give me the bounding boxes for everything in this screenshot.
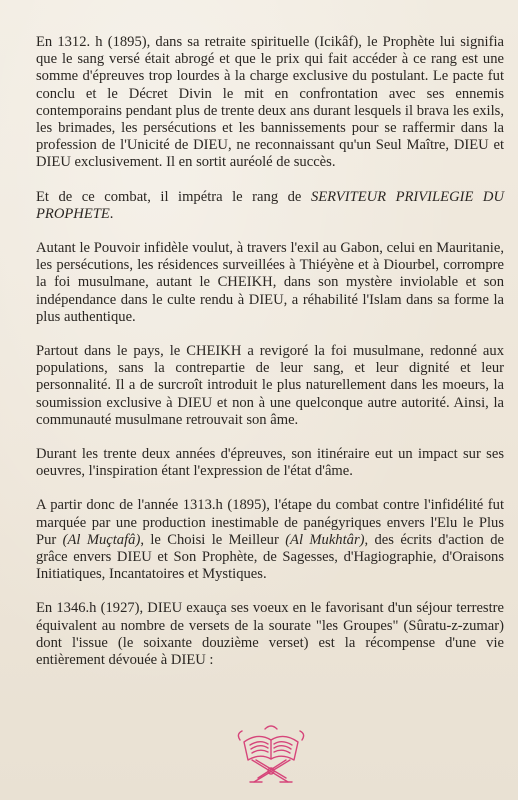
paragraph bbox=[36, 343, 504, 429]
paragraph-emphasis: (Al Muçtafâ) bbox=[62, 531, 141, 548]
paragraph-text: En 1312. h (1895), dans sa retraite spirituelle (Icikâf), le Prophète lui signifia que le sang versé était abrogé et que le prix qui fait accéder à ce rang est une somme d'épreuves trop lourdes à la charge exclusive du postulant. Le pacte fut conclu et le Décret Divin le mit en confrontation avec ses ennemis contemporains pendant plus de trente deux ans durant lesquels il brava les exils, les brimades, les persécutions et les bannissements pour se raffermir dans la profession de l'Unicité de DIEU, ne reconnaissant qu'un Seul Maître, DIEU et DIEU exclusivement. Il en sortit auréolé de succès. bbox=[36, 34, 504, 171]
paragraph-text: Partout dans le pays, le CHEIKH a revigoré la foi musulmane, redonné aux populations, sans la contrepartie de leur sang, et leur dignité et leur personnalité. Il a de surcroît introduit le plus naturellement dans les moeurs, la soumission exclusive à DIEU et non à une quelconque autre autorité. Ainsi, la communauté musulmane retrouvait son âme. bbox=[36, 343, 504, 428]
paragraph bbox=[36, 240, 504, 326]
paragraph bbox=[36, 446, 504, 480]
paragraph bbox=[36, 497, 504, 583]
paragraph-emphasis: SERVITEUR PRIVILEGIE DU PROPHETE bbox=[36, 188, 504, 222]
paragraph bbox=[36, 600, 504, 669]
paragraph-text: Durant les trente deux années d'épreuves, son itinéraire eut un impact sur ses oeuvres, l'inspiration étant l'expression de l'état d'âme. bbox=[36, 446, 504, 480]
paragraph-text: , des écrits d'action de grâce envers DIEU et Son Prophète, de Sagesses, d'Hagiographie, d'Oraisons Initiatiques, Incantatoires et Mystiques. bbox=[36, 531, 504, 583]
paragraph bbox=[36, 34, 504, 172]
paragraph-text: . bbox=[109, 205, 114, 222]
paragraph-text: , le Choisi le Meilleur bbox=[140, 531, 286, 548]
paragraph-text: En 1346.h (1927), DIEU exauça ses voeux en le favorisant d'un séjour terrestre équivalent au nombre de versets de la sourate "les Groupes" (Sûratu-z-zumar) dont l'issue (le soixante douzième verset) est la récompense d'une vie entièrement dévouée à DIEU : bbox=[36, 600, 504, 669]
paragraph-emphasis: (Al Mukhtâr) bbox=[285, 531, 365, 548]
quran-on-stand-icon bbox=[232, 720, 310, 786]
paragraph-text: Autant le Pouvoir infidèle voulut, à travers l'exil au Gabon, celui en Mauritanie, les persécutions, les résidences surveillées à Thiéyène et à Diourbel, corrompre la foi musulmane, autant le CHEIKH, dans son mystère inviolable et son indépendance dans le culte rendu à DIEU, a réhabilité l'Islam dans sa forme la plus authentique. bbox=[36, 240, 504, 325]
document-body bbox=[36, 34, 504, 669]
paragraph-text: A partir donc de l'année 1313.h (1895), l'étape du combat contre l'infidélité fut marquée par une production inestimable de panégyriques envers l'Elu le Plus Pur bbox=[36, 497, 504, 548]
paragraph-text: Et de ce combat, il impétra le rang de bbox=[36, 188, 311, 205]
paragraph bbox=[36, 189, 504, 223]
